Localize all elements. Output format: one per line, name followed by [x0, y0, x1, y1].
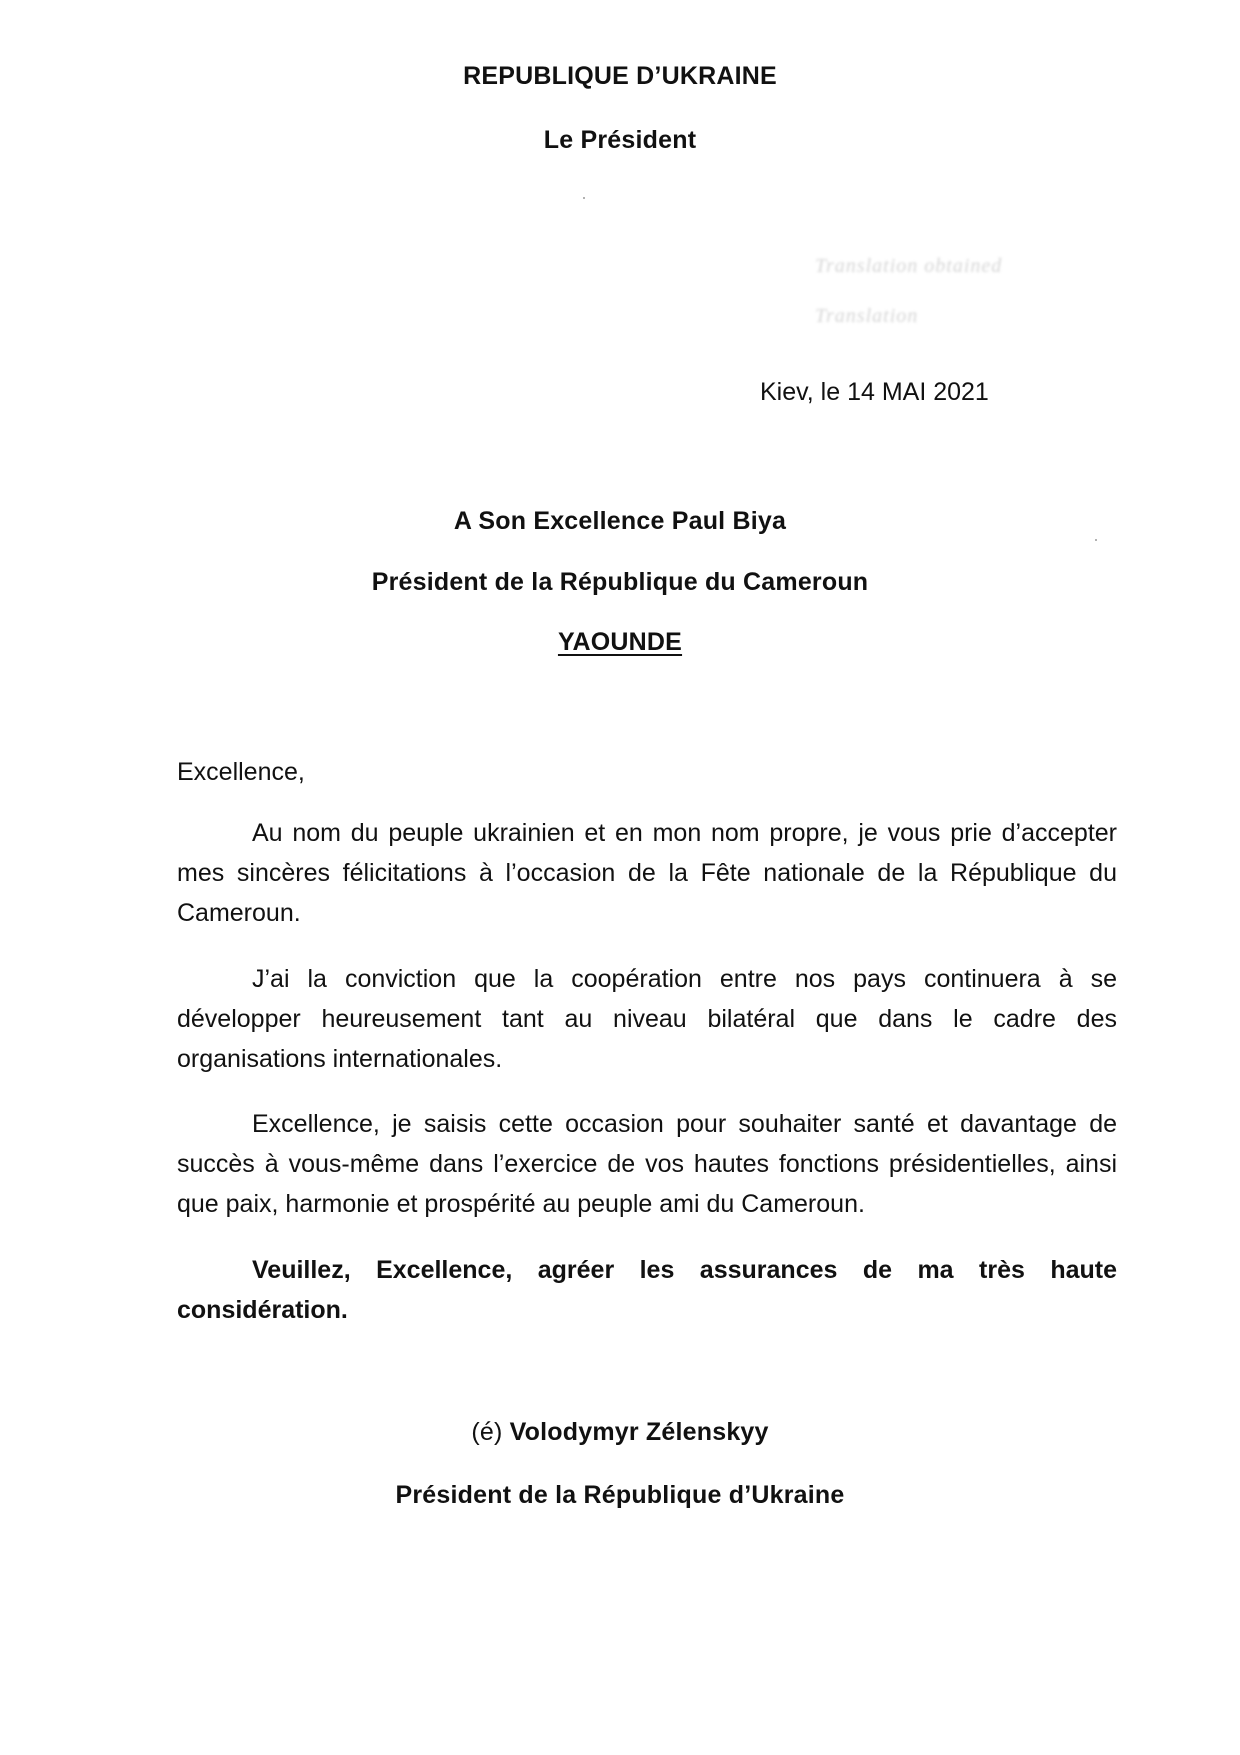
salutation: Excellence, — [177, 758, 305, 786]
header-office: Le Président — [543, 126, 697, 154]
faint-stamp-line-2: Translation — [815, 305, 919, 327]
recipient-name: A Son Excellence Paul Biya — [453, 507, 787, 535]
header-country: REPUBLIQUE D’UKRAINE — [463, 62, 777, 90]
signature-mark: (é) — [471, 1418, 503, 1446]
scan-speck — [1095, 539, 1097, 541]
date-line: Kiev, le 14 MAI 2021 — [760, 378, 989, 406]
scan-speck — [583, 197, 585, 199]
signature-name: Volodymyr Zélenskyy — [509, 1418, 769, 1446]
closing-formula: Veuillez, Excellence, agréer les assurances de ma très haute considération. — [177, 1256, 1117, 1324]
recipient-city-text: YAOUNDE — [557, 628, 683, 656]
recipient-title: Président de la République du Cameroun — [371, 568, 869, 596]
paragraph-2: J’ai la conviction que la coopération entre nos pays continuera à se développer heureusement tant au niveau bilatéral que dans le cadre des organisations internationales. — [177, 965, 1117, 1073]
paragraph-1: Au nom du peuple ukrainien et en mon nom propre, je vous prie d’accepter mes sincères félicitations à l’occasion de la Fête nationale de la République du Cameroun. — [177, 819, 1117, 927]
signature-line — [0, 1418, 1240, 1447]
recipient-city — [0, 628, 1240, 657]
faint-stamp-line-1: Translation obtained — [815, 255, 1003, 277]
signature-title: Président de la République d’Ukraine — [395, 1481, 845, 1509]
paragraph-3: Excellence, je saisis cette occasion pour souhaiter santé et davantage de succès à vous-même dans l’exercice de vos hautes fonctions présidentielles, ainsi que paix, harmonie et prospérité au peuple ami du Cameroun. — [177, 1110, 1117, 1218]
